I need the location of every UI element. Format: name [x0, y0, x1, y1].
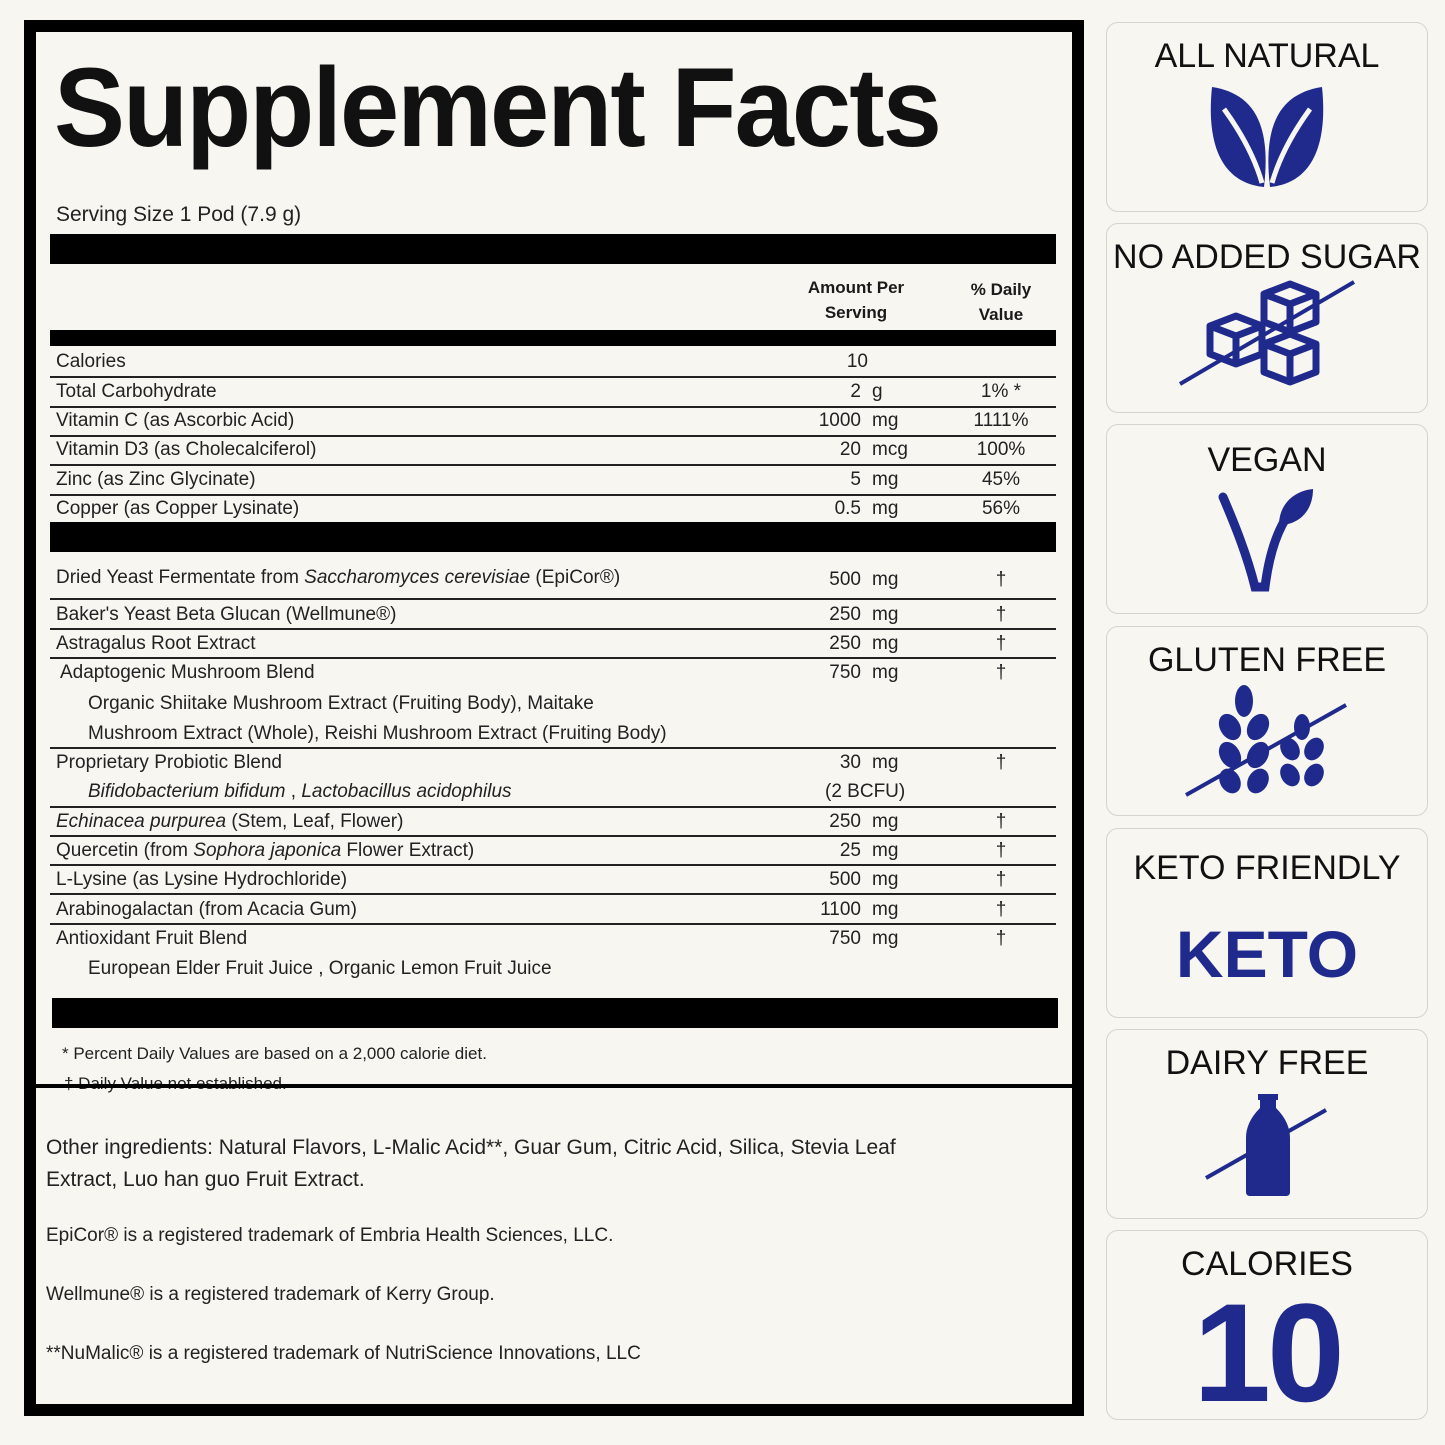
supplement-facts-content [36, 32, 1072, 1404]
other-ingredients-divider [36, 1084, 1072, 1088]
ingredient-unit: mg [872, 604, 899, 625]
row-divider [50, 376, 1056, 378]
ingredient-name: Astragalus Root Extract [56, 633, 256, 654]
nutrient-daily-value: 1111% [973, 410, 1029, 431]
ingredient-name: Adaptogenic Mushroom Blend [60, 662, 315, 683]
badge-label: DAIRY FREE [1165, 1044, 1369, 1082]
sugar-cubes-icon [1172, 274, 1362, 392]
thick-divider-bottom [52, 998, 1058, 1028]
ingredient-name: Proprietary Probiotic Blend [56, 752, 282, 773]
nutrient-name: Calories [56, 351, 126, 372]
nutrient-daily-value: 1% * [980, 381, 1022, 402]
nutrient-amount: 5 [850, 469, 861, 490]
vegan-v-icon [1217, 485, 1317, 595]
ingredient-daily-value: † [995, 633, 1007, 654]
badge-label: GLUTEN FREE [1147, 641, 1387, 679]
ingredient-daily-value: † [995, 840, 1007, 861]
leaves-icon [1202, 75, 1332, 193]
ingredient-sub-line: Bifidobacterium bifidum , Lactobacillus acidophilus [88, 781, 512, 802]
nutrient-amount: 1000 [818, 410, 861, 431]
badge-label: CALORIES [1181, 1245, 1353, 1283]
badge-dairy-free [1106, 1029, 1428, 1219]
nutrient-amount: 10 [846, 351, 868, 372]
trademark-numalic: **NuMalic® is a registered trademark of NutriScience Innovations, LLC [46, 1343, 641, 1364]
nutrient-name: Vitamin D3 (as Cholecalciferol) [56, 439, 317, 460]
ingredient-daily-value: † [995, 752, 1007, 773]
nutrient-amount: 2 [850, 381, 861, 402]
ingredient-daily-value: † [995, 928, 1007, 949]
ingredient-unit: mg [872, 633, 899, 654]
ingredient-name: L-Lysine (as Lysine Hydrochloride) [56, 869, 348, 890]
row-divider [50, 598, 1056, 600]
header-amount: Amount Per Serving [807, 278, 905, 322]
ingredient-daily-value: † [995, 662, 1007, 683]
row-divider [50, 406, 1056, 408]
badge-keto-friendly [1106, 828, 1428, 1018]
row-divider [50, 923, 1056, 925]
row-divider [50, 435, 1056, 437]
thick-divider-middle [50, 522, 1056, 552]
ingredient-unit: mg [872, 899, 899, 920]
ingredient-name: Antioxidant Fruit Blend [56, 928, 248, 949]
ingredient-amount: 500 [829, 569, 861, 590]
badge-calories [1106, 1230, 1428, 1431]
ingredient-sub-line: Mushroom Extract (Whole), Reishi Mushroom Extract (Fruiting Body) [88, 723, 667, 744]
row-divider [50, 657, 1056, 659]
wheat-crossed-icon [1182, 683, 1352, 801]
badge-label: ALL NATURAL [1154, 37, 1380, 75]
nutrient-amount: 20 [839, 439, 861, 460]
nutrient-daily-value: 45% [981, 469, 1021, 490]
ingredient-unit: mg [872, 569, 899, 590]
milk-bottle-crossed-icon [1202, 1094, 1332, 1198]
keto-text: KETO [1175, 917, 1359, 991]
badge-label: NO ADDED SUGAR [1113, 238, 1421, 276]
nutrient-name: Vitamin C (as Ascorbic Acid) [56, 410, 295, 431]
nutrient-unit: g [872, 381, 883, 402]
ingredient-unit: mg [872, 752, 899, 773]
nutrient-unit: mcg [872, 439, 908, 460]
supplement-facts-panel [24, 20, 1084, 1416]
badge-vegan [1106, 424, 1428, 614]
nutrient-unit: mg [872, 410, 899, 431]
calories-number: 10 [1193, 1274, 1341, 1431]
trademark-epicor: EpiCor® is a registered trademark of Embria Health Sciences, LLC. [46, 1225, 614, 1246]
ingredient-amount: 750 [829, 928, 861, 949]
ingredient-sub-line: Organic Shiitake Mushroom Extract (Fruiting Body), Maitake [88, 693, 594, 714]
ingredient-unit: mg [872, 869, 899, 890]
nutrient-amount: 0.5 [834, 498, 861, 519]
badge-gluten-free [1106, 626, 1428, 816]
ingredient-unit: mg [872, 662, 899, 683]
nutrient-daily-value: 56% [981, 498, 1021, 519]
ingredient-daily-value: † [995, 899, 1007, 920]
row-divider [50, 806, 1056, 808]
ingredient-name: Baker's Yeast Beta Glucan (Wellmune®) [56, 604, 397, 625]
trademark-wellmune: Wellmune® is a registered trademark of Kerry Group. [46, 1284, 495, 1305]
ingredient-unit: mg [872, 840, 899, 861]
other-ingredients: Other ingredients: Natural Flavors, L-Malic Acid**, Guar Gum, Citric Acid, Silica, Stevia Leaf Extract, Luo han guo Fruit Extract. [46, 1136, 896, 1191]
ingredient-amount: 250 [829, 604, 861, 625]
ingredient-name: Dried Yeast Fermentate from Saccharomyces cerevisiae (EpiCor®) [56, 567, 621, 588]
ingredient-amount: 500 [829, 869, 861, 890]
ingredient-amount: 250 [829, 633, 861, 654]
nutrient-unit: mg [872, 498, 899, 519]
ingredient-daily-value: † [995, 869, 1007, 890]
ingredient-daily-value: † [995, 569, 1007, 590]
ingredient-unit: mg [872, 928, 899, 949]
header-daily-value: % Daily Value [970, 280, 1032, 324]
row-divider [50, 864, 1056, 866]
row-divider [50, 835, 1056, 837]
row-divider [50, 893, 1056, 895]
ingredient-amount: 30 [839, 752, 861, 773]
ingredient-amount: 1100 [820, 899, 861, 920]
nutrient-name: Total Carbohydrate [56, 381, 217, 402]
serving-size: Serving Size 1 Pod (7.9 g) [56, 203, 302, 226]
row-divider [50, 494, 1056, 496]
facts-title: Supplement Facts [54, 45, 941, 170]
ingredient-daily-value: † [995, 811, 1007, 832]
nutrient-daily-value: 100% [976, 439, 1026, 460]
row-divider [50, 628, 1056, 630]
nutrient-name: Zinc (as Zinc Glycinate) [56, 469, 256, 490]
badge-no-added-sugar [1106, 223, 1428, 413]
ingredient-name: Echinacea purpurea (Stem, Leaf, Flower) [56, 811, 404, 832]
badge-all-natural [1106, 22, 1428, 212]
ingredient-daily-value: † [995, 604, 1007, 625]
nutrient-unit: mg [872, 469, 899, 490]
ingredient-amount: 25 [839, 840, 861, 861]
ingredient-sub-line: European Elder Fruit Juice , Organic Lemon Fruit Juice [88, 958, 552, 979]
ingredient-unit: mg [872, 811, 899, 832]
ingredient-name: Arabinogalactan (from Acacia Gum) [56, 899, 357, 920]
footnote-percent-daily: * Percent Daily Values are based on a 2,000 calorie diet. [62, 1044, 487, 1063]
thick-divider-header [50, 330, 1056, 346]
row-divider [50, 464, 1056, 466]
badge-label: KETO FRIENDLY [1133, 849, 1401, 887]
ingredient-amount: 250 [829, 811, 861, 832]
thick-divider-top [50, 234, 1056, 264]
ingredient-name: Quercetin (from Sophora japonica Flower Extract) [56, 840, 475, 861]
ingredient-sub-amount: (2 BCFU) [825, 781, 906, 802]
ingredient-amount: 750 [829, 662, 861, 683]
nutrient-name: Copper (as Copper Lysinate) [56, 498, 300, 519]
row-divider [50, 747, 1056, 749]
badge-label: VEGAN [1207, 441, 1327, 479]
